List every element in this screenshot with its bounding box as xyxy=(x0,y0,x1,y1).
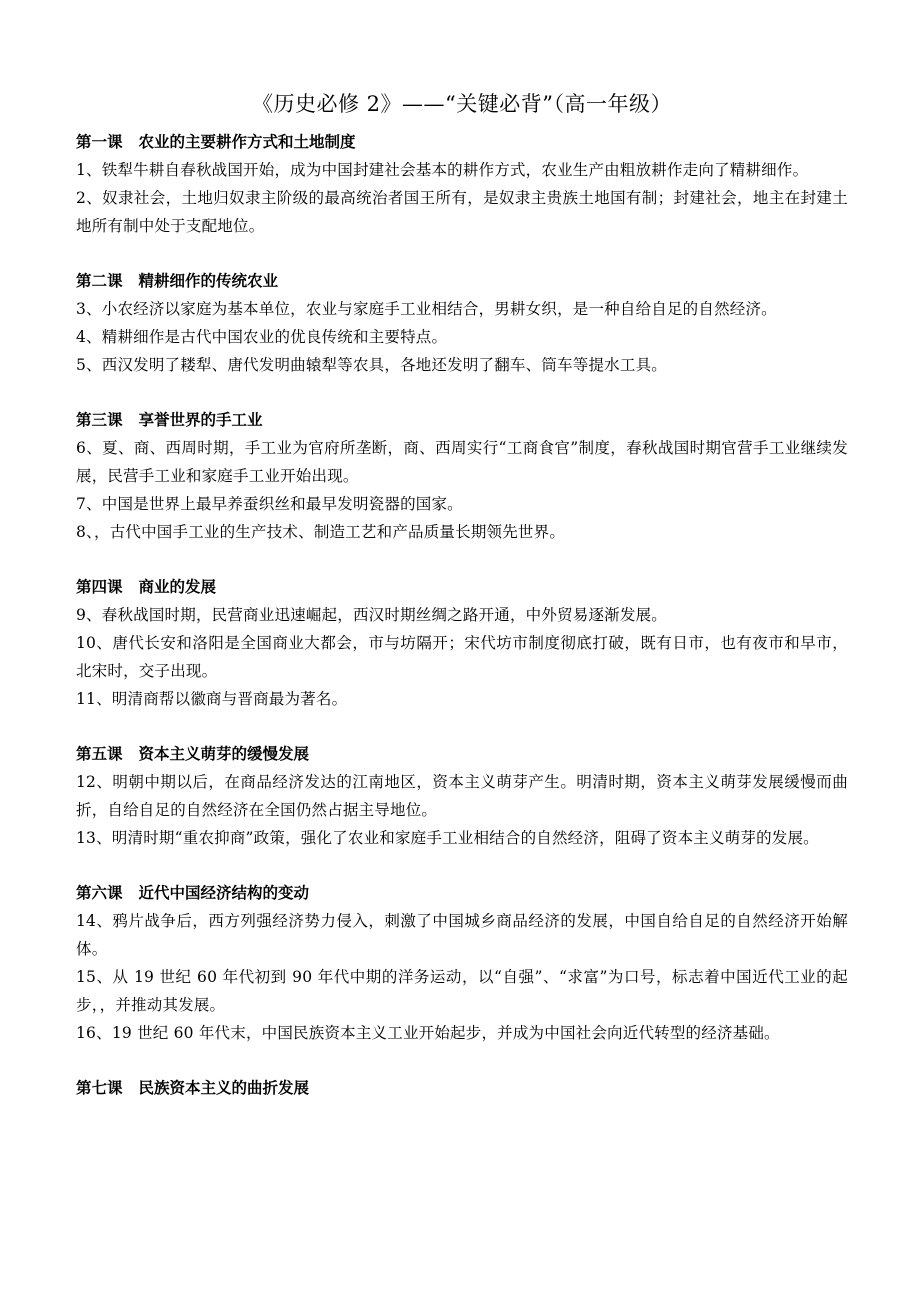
lesson-item: 5、西汉发明了耧犁、唐代发明曲辕犁等农具，各地还发明了翻车、筒车等提水工具。 xyxy=(76,356,667,374)
lesson-item: 7、中国是世界上最早养蚕织丝和最早发明瓷器的国家。 xyxy=(76,495,463,513)
document-title: 《历史必修 2》——“关键必背”（高一年级） xyxy=(251,92,672,116)
lesson-section xyxy=(76,573,848,713)
lesson-list xyxy=(76,128,848,1102)
lesson-heading xyxy=(76,406,848,434)
lesson-item: 15、从 19 世纪 60 年代初到 90 年代中期的洋务运动，以“自强”、“求富”为口号，标志着中国近代工业的起步，，并推动其发展。 xyxy=(76,968,848,1014)
lesson-section xyxy=(76,406,848,546)
lesson-item: 9、春秋战国时期，民营商业迅速崛起，西汉时期丝绸之路开通，中外贸易逐渐发展。 xyxy=(76,606,667,624)
lesson-title: 近代中国经济结构的变动 xyxy=(138,884,310,902)
lesson-item: 3、小农经济以家庭为基本单位，农业与家庭手工业相结合，男耕女织，是一种自给自足的自然经济。 xyxy=(76,300,777,318)
lesson-number: 第六课 xyxy=(76,884,123,902)
lesson-number: 第一课 xyxy=(76,133,123,151)
lesson-items xyxy=(76,601,848,713)
lesson-number: 第四课 xyxy=(76,578,123,596)
lesson-number: 第七课 xyxy=(76,1079,123,1097)
lesson-items xyxy=(76,907,848,1047)
lesson-section xyxy=(76,128,848,240)
lesson-title: 资本主义萌芽的缓慢发展 xyxy=(138,745,310,763)
lesson-item: 11、明清商帮以徽商与晋商最为著名。 xyxy=(76,690,348,708)
document-page xyxy=(76,86,848,1129)
lesson-number: 第三课 xyxy=(76,411,123,429)
lesson-title: 精耕细作的传统农业 xyxy=(138,272,279,290)
lesson-number: 第五课 xyxy=(76,745,123,763)
lesson-heading xyxy=(76,740,848,768)
lesson-item: 14、鸦片战争后，西方列强经济势力侵入，刺激了中国城乡商品经济的发展，中国自给自足的自然经济开始解体。 xyxy=(76,912,848,958)
lesson-title: 民族资本主义的曲折发展 xyxy=(138,1079,310,1097)
lesson-item: 1、铁犁牛耕自春秋战国开始，成为中国封建社会基本的耕作方式，农业生产由粗放耕作走向了精耕细作。 xyxy=(76,161,809,179)
lesson-heading xyxy=(76,128,848,156)
lesson-item: 13、明清时期“重农抑商”政策，强化了农业和家庭手工业相结合的自然经济，阻碍了资本主义萌芽的发展。 xyxy=(76,829,819,847)
lesson-item: 8、，古代中国手工业的生产技术、制造工艺和产品质量长期领先世界。 xyxy=(76,523,566,541)
lesson-number: 第二课 xyxy=(76,272,123,290)
lesson-items xyxy=(76,434,848,546)
lesson-title: 商业的发展 xyxy=(138,578,217,596)
lesson-item: 12、明朝中期以后，在商品经济发达的江南地区，资本主义萌芽产生。明清时期，资本主义萌芽发展缓慢而曲折，自给自足的自然经济在全国仍然占据主导地位。 xyxy=(76,773,848,819)
lesson-item: 4、精耕细作是古代中国农业的优良传统和主要特点。 xyxy=(76,328,448,346)
lesson-heading xyxy=(76,573,848,601)
lesson-item: 2、奴隶社会，土地归奴隶主阶级的最高统治者国王所有，是奴隶主贵族土地国有制；封建社会，地主在封建土地所有制中处于支配地位。 xyxy=(76,189,848,235)
lesson-item: 10、唐代长安和洛阳是全国商业大都会，市与坊隔开；宋代坊市制度彻底打破，既有日市，也有夜市和早市，北宋时，交子出现。 xyxy=(76,634,848,680)
lesson-item: 6、夏、商、西周时期，手工业为官府所垄断，商、西周实行“工商食官”制度，春秋战国时期官营手工业继续发展，民营手工业和家庭手工业开始出现。 xyxy=(76,439,848,485)
lesson-title: 农业的主要耕作方式和土地制度 xyxy=(138,133,356,151)
lesson-title: 享誉世界的手工业 xyxy=(138,411,263,429)
lesson-section xyxy=(76,267,848,379)
lesson-heading xyxy=(76,267,848,295)
lesson-section xyxy=(76,1074,848,1102)
lesson-items xyxy=(76,156,848,240)
lesson-items xyxy=(76,295,848,379)
lesson-items xyxy=(76,768,848,852)
lesson-section xyxy=(76,879,848,1047)
lesson-heading xyxy=(76,1074,848,1102)
lesson-section xyxy=(76,740,848,852)
lesson-item: 16、19 世纪 60 年代末，中国民族资本主义工业开始起步，并成为中国社会向近代转型的经济基础。 xyxy=(76,1024,780,1042)
lesson-heading xyxy=(76,879,848,907)
